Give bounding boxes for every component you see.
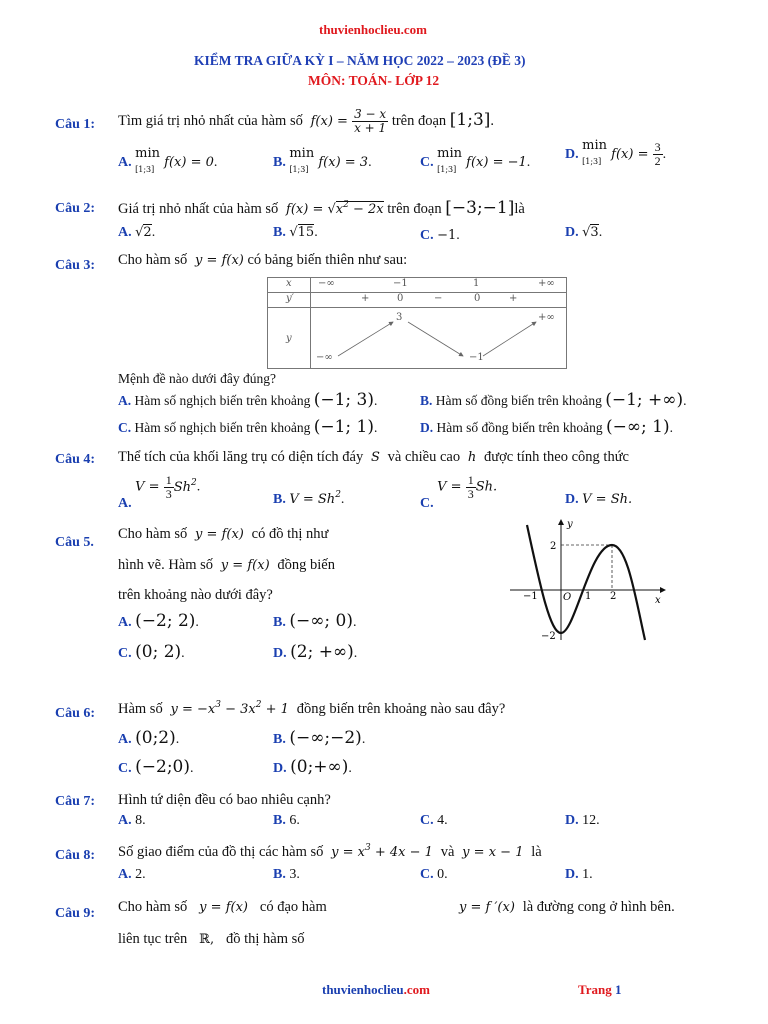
variation-arrows	[268, 278, 566, 368]
q7-option-c[interactable]: C. 4.	[420, 813, 448, 828]
q6-option-d[interactable]: D. (0;+∞).	[273, 757, 352, 777]
variation-table: x −∞ −1 1 +∞ y′ + 0 − 0 + y 3 +∞ −∞ −1	[267, 277, 567, 369]
tick-x-1: 1	[585, 591, 592, 602]
q7-option-a[interactable]: A. 8.	[118, 813, 146, 828]
y-axis-label: y	[567, 519, 573, 530]
question-9-line1: Cho hàm số y = f(x) có đạo hàm	[118, 899, 327, 915]
function-curve	[527, 525, 645, 640]
question-5-line2: hình vẽ. Hàm số y = f(x) đồng biến	[118, 557, 335, 573]
q4-option-d[interactable]: D. V = Sh.	[565, 492, 633, 507]
q1-function: f(x) = $\frac{3 - x}{x + 1}$	[306, 107, 387, 135]
tick-x-2: 2	[610, 591, 617, 602]
q2-option-b[interactable]: B. √15.	[273, 225, 318, 240]
q8-option-b[interactable]: B. 3.	[273, 867, 300, 882]
question-5-line3: trên khoảng nào dưới đây?	[118, 587, 273, 603]
q4-option-b[interactable]: B. $V = Sh^2$.	[273, 490, 345, 507]
q4-option-c[interactable]: C. V = $\frac{1}{3}$ Sh.	[420, 473, 498, 511]
q3-option-d[interactable]: D. Hàm số đồng biến trên khoảng (−∞; 1).	[420, 417, 673, 437]
q3-option-c[interactable]: C. Hàm số nghịch biến trên khoảng (−1; 1).	[118, 417, 378, 437]
question-5-label: Câu 5.	[55, 535, 94, 550]
question-3-label: Câu 3:	[55, 258, 96, 273]
question-2-text: Giá trị nhỏ nhất của hàm số $f(x) = √x^2 - 2x$ trên đoạn [−3;−1]là	[118, 198, 525, 218]
site-url-footer[interactable]: thuvienhoclieu.com	[322, 982, 430, 997]
q6-option-a[interactable]: A. (0;2).	[118, 728, 180, 748]
q2-interval: [−3;−1]	[445, 198, 515, 218]
q1-option-a[interactable]: A. min $_{[1;3]}$ f(x) = 0.	[118, 146, 218, 174]
q7-option-d[interactable]: D. 12.	[565, 813, 600, 828]
q1-option-b[interactable]: B. min $_{[1;3]}$ f(x) = 3.	[273, 146, 372, 174]
question-6-text: Hàm số $y = -x^3 - 3x^2 + 1$ đồng biến trên khoảng nào sau đây?	[118, 700, 506, 717]
q6-option-b[interactable]: B. (−∞;−2).	[273, 728, 366, 748]
q4-option-a[interactable]: A. V = $\frac{1}{3}$ Sh$^2$.	[118, 473, 201, 511]
question-7-label: Câu 7:	[55, 794, 96, 809]
q1-option-c[interactable]: C. min $_{[1;3]}$ f(x) = −1.	[420, 146, 531, 174]
site-url-header[interactable]: thuvienhoclieu.com	[319, 22, 427, 37]
question-3-text: Cho hàm số y = f(x) có bảng biến thiên như sau:	[118, 252, 408, 268]
page-number: Trang 1	[578, 982, 622, 997]
q5-option-a[interactable]: A. (−2; 2).	[118, 611, 199, 631]
question-8-label: Câu 8:	[55, 848, 96, 863]
question-9-line1-right: y = f ′(x) là đường cong ở hình bên.	[459, 899, 675, 915]
q2-option-c[interactable]: C. −1.	[420, 228, 460, 243]
question-9-line2: liên tục trên ℝ, đồ thị hàm số	[118, 931, 305, 947]
question-9-label: Câu 9:	[55, 906, 96, 921]
question-6-label: Câu 6:	[55, 706, 96, 721]
q7-option-b[interactable]: B. 6.	[273, 813, 300, 828]
question-2-label: Câu 2:	[55, 201, 96, 216]
q8-option-d[interactable]: D. 1.	[565, 867, 593, 882]
question-7-text: Hình tứ diện đều có bao nhiêu cạnh?	[118, 792, 331, 808]
question-4-label: Câu 4:	[55, 452, 96, 467]
q1-option-d[interactable]: D. min $_{[1;3]}$ f(x) = $\frac{3}{2}$ .	[565, 138, 667, 169]
q8-option-c[interactable]: C. 0.	[420, 867, 448, 882]
q2-option-a[interactable]: A. √2.	[118, 225, 156, 240]
origin-label: O	[563, 592, 572, 603]
q3-option-a[interactable]: A. Hàm số nghịch biến trên khoảng (−1; 3).	[118, 390, 378, 410]
q5-option-c[interactable]: C. (0; 2).	[118, 642, 185, 662]
question-1-text: Tìm giá trị nhỏ nhất của hàm số f(x) = $\frac{3 - x}{x + 1}$ trên đoạn [1;3].	[118, 107, 495, 135]
q5-option-b[interactable]: B. (−∞; 0).	[273, 611, 357, 631]
exam-subject: MÔN: TOÁN- LỚP 12	[308, 73, 440, 88]
tick-x-neg1: −1	[523, 591, 538, 602]
question-8-text: Số giao điểm của đồ thị các hàm số $y = x^3 + 4x - 1$ và y = x − 1 là	[118, 843, 542, 860]
q1-interval: [1;3]	[449, 110, 491, 130]
tick-y-2: 2	[550, 541, 557, 552]
q2-function: $f(x) = √x^2 - 2x$	[281, 200, 384, 217]
tick-y-neg2: −2	[541, 631, 556, 642]
x-axis-label: x	[655, 595, 661, 606]
exam-title: KIỂM TRA GIỮA KỲ I – NĂM HỌC 2022 – 2023 (ĐỀ 3)	[194, 53, 526, 68]
q5-option-d[interactable]: D. (2; +∞).	[273, 642, 358, 662]
cubic-function-graph	[505, 515, 675, 645]
q2-option-d[interactable]: D. √3.	[565, 225, 603, 240]
q3-option-b[interactable]: B. Hàm số đồng biến trên khoảng (−1; +∞).	[420, 390, 687, 410]
q6-option-c[interactable]: C. (−2;0).	[118, 757, 194, 777]
question-1-label: Câu 1:	[55, 117, 96, 132]
question-3-prompt: Mệnh đề nào dưới đây đúng?	[118, 371, 277, 386]
question-5-line1: Cho hàm số y = f(x) có đồ thị như	[118, 526, 329, 542]
q8-option-a[interactable]: A. 2.	[118, 867, 146, 882]
question-4-text: Thể tích của khối lăng trụ có diện tích đáy S và chiều cao h được tính theo công thức	[118, 449, 629, 465]
